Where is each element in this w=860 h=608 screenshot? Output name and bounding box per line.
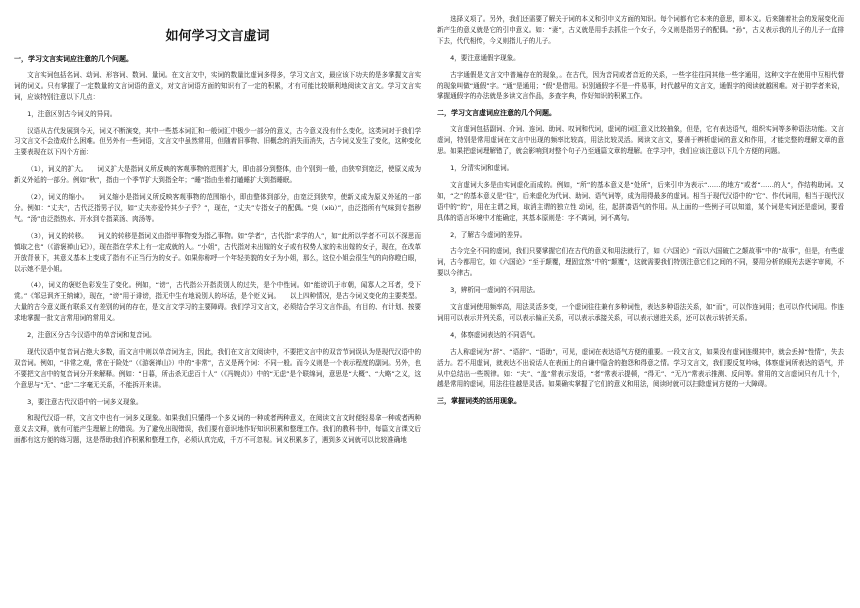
- paragraph: 古人称虚词为“辞”、“语辞”、“语助”，可见，虚词在表达语气方便的重要。一段文言文，如果没有虚词连缀其中，就会丢掉“性情”，失去活力。若不用虚词，就表达不出说话人在表面上的自谦中隐含的抱怨和得意之情。学习文言文，我们要反复吟咏，体察虚词所表达的语气，并从中总结出一些规律。如：“夫”、“盖”常表示发语，“者”常表示提顿，“得无”、“无乃”常表示推测、反问等。常用的文言虚词只有几十个，越是常用的虚词，用法往往越是灵活。如果确实掌握了它们的意义和用法，阅读时就可以扫除虚词方便的一大障碍。: [437, 347, 844, 389]
- paragraph: 古字通假是文言文中普遍存在的现象，。在古代，因为音同或者音近的关系，一些字往往同其他一些字通用，这种文字在使用中互相代替的现象叫做“通假”字。“通”是通用；“假”是借用。识别通假字不是一件易事，时代越早的文言文，通假字的阅读就越困难。对于初学者来说，掌握通假字的办法就是多读文言作品，多查字典，作好知识的积累工作。: [437, 70, 844, 101]
- list-item: 4，要注意通假字现象。: [450, 53, 520, 62]
- list-item: 1，分清实词和虚词。: [450, 163, 514, 172]
- section-heading-2: 二，学习文言虚词应注意的几个问题。: [437, 109, 556, 118]
- paragraph: 选择义项了。另外，我们还需要了解关于词的本义和引申义方面的知识。每个词都有它本来的意思，即本义。后来随着社会的发展变化而新产生的意义就是它的引申意义。如：“妻”，古义就是用手去抓住一个女子，今义则是指男子的配偶。“孙”，古义表示我的儿子的儿子一直排下去，代代相传，今义则指儿子的儿子。: [437, 15, 844, 45]
- list-item: 1，注意区别古今词义的异同。: [27, 109, 117, 118]
- paragraph: （2），词义的缩小。 词义缩小是指词义所反映客观事物的范围缩小，即由整体到部分，由宽泛到狭窄，使新义成为原义外延的一部分。例如：“丈夫”，古代泛指男子汉，如“丈夫亦爱怜其少子乎？”，现在，“丈夫”专指女子的配偶。“臭（xiù）”，由泛指所有气味到专指秽气。“汤”由泛指热水、开水到专指菜汤、肉汤等。: [14, 193, 421, 223]
- paragraph: 文言虚词大多是由实词虚化而成的。例如，“所”的基本意义是“处所”，后来引申为表示“……的地方”或者“……的人”，作结构助词。又如，“之”的基本意义是“往”，后来虚化为代词、助词、语气词等，成为用得最多的虚词。相当于现代汉语中的“它”、作代词用，相当于现代汉语中的“的”，用在主谓之间，取消主谓的独立性 动词，往，起拼凑语气的作用。从上面的一些例子可以知道，某个词是实词还是虚词，要看具体的语言环境中才能确定，其基本原则是：字不离词，词不离句。: [437, 180, 844, 222]
- paragraph: 文言虚词使用频率高，用法灵活多变，一个虚词往往兼有多种词性，表达多种语法关系，如“而”，可以作连词用；也可以作代词用。作连词用可以表示并列关系，可以表示偏正关系，可以表示承接关系，可以表示递进关系，还可以表示转折关系。: [437, 303, 844, 322]
- section-heading-1: 一，学习文言实词应注意的几个问题。: [14, 55, 133, 63]
- right-column: [437, 14, 844, 608]
- list-item: 4，体察虚词表达的不同语气。: [450, 330, 540, 339]
- list-item: 2，注意区分古今汉语中的单音词和复音词。: [27, 331, 156, 340]
- section-heading-3: 三，掌握词类的活用现象。: [437, 397, 521, 406]
- left-column: [14, 14, 421, 608]
- paragraph: （1），词义的扩大。 词义扩大是指词义所反映的客观事物的范围扩大，即由部分到整体，由个别到一般，由狭窄到宽泛，使原义成为新义外延的一部分。例如“秋”，指由一个季节扩大到指全年；“睡”指由坐着打瞌睡扩大到指睡眠。: [14, 165, 421, 185]
- paragraph: 和现代汉语一样，文言文中也有一词多义现象。如果我们只懂得一个多义词的一种或者两种意义，在阅读文言文时便轻易拿一种或者两种意义去文释，就有可能产生理解上的错误。为了避免出现错误，我们要有意识地作好知识积累和整理工作。我们的教科书中，每篇文言课文后面都有这方便的练习题，这是帮助我们作积累和整理工作，必须认真完成，千万不可忽视。词义积累多了，遇到多义词就可以比较准确地: [14, 414, 421, 445]
- paragraph: 文言实词包括名词、动词、形容词、数词、量词。在文言文中，实词的数量比虚词多得多，学习文言文，最应该下功夫的是多掌握文言实词的词义。只有掌握了一定数量的文言词语的意义，对文言词语方面的知识有了一定的积累，才有可能比较顺利地阅读文言文。学习文言实词，应该特别注意以下几点：: [14, 70, 421, 101]
- paragraph: 古今完全不同的虚词，我们只要掌握它们在古代的意义和用法就行了，如《六国论》“而以六国破亡之颠故事”中的“故事”，但是，有些虚词，古今都用它，如《六国论》“至于颠覆，理固宜然”中的“颠覆”，这就需要我们特别注意它们之间的不同，要用分析的眼光去逐字审阅，不要以今律古。: [437, 247, 844, 278]
- page-title: 如何学习文言虚词: [165, 29, 270, 44]
- paragraph: 汉语从古代发展到今天，词义不断演变，其中一些基本词汇和一般词汇中极少一部分的意义，古今意义没有什么变化，这类词对于我们学习文言文不会造成什么困难。但另外有一些词语，文言文中虽然常用，但随着旧事物、旧概念的消失而消失，古今词义发生了变化，这种变化主要表现在以下四个方面：: [14, 126, 421, 157]
- list-item: 2，了解古今虚词的差异。: [450, 230, 527, 239]
- paragraph: 现代汉语中复音词占绝大多数，而文言中则以单音词为主，因此，我们在文言文阅读中，不要把文言中的双音节词误认为是现代汉语中的双音词。例如，“非常之观，常在于险处”（《游褒禅山》）中的“非常”，古义是两个词：不同一般。而今义则是一个表示程度的副词。另外，也不要把文言中的复音词分开来解释。例如：“日暮，所击杀无虑百十人”（《冯婉贞》）中的“无虑”是个联绵词，意思是“大概”、“大略”之义，这个意思与“无”、“虑”二字毫无关系，不能拆开来讲。: [14, 347, 421, 389]
- paragraph: （3），词义的转移。 词义的转移是指词义由指甲事物变为指乙事物。如“学者”，古代指“求学的人”，如“此所以学者不可以不深思而慎取之也”（《游褒禅山记》），现在指在学术上有一定成就的人。“小姐”，古代指对未出嫁的女子或有权势人家的未出嫁的女子，现在，在改革开放背景下，其意义基本上变成了指有不正当行为的女子。如果你称呼一个年轻美貌的女子为小姐，那么，这位小姐会很生气的向你瞪白眼，以示她不是小姐。: [14, 231, 421, 273]
- paragraph: 文言虚词包括副词、介词、连词、助词、叹词和代词，虚词的词汇意义比较抽象，但是，它有表达语气，组织实词等多种语法功能。文言虚词，特别是常用虚词在文言中出现的频率比较高，用法比较灵活。阅读文言文，要善于辨析虚词的意义和作用，才能完整的理解文章的意思。如果把虚词理解错了，就会影响到对整个句子乃至通篇文章的理解。在学习中，我们应该注意以下几个方便的问题。: [437, 125, 844, 156]
- list-item: 3，辨析同一虚词的不同用法。: [450, 286, 540, 295]
- paragraph: （4），词义的褒贬色彩发生了变化。例如，“谤”，古代指公开指责别人的过失，是个中性词。如“能谤讥于市朝，闻寡人之耳者，受下赏。”《邹忌讽齐王纳谏》，现在，“谤”用于诽谤，指无中生有地说别人的坏话，是个贬义词。 以上四种情况，是古今词义变化的主要类型。大量的古今意义既有联系又有差别的词的存在，是文言文学习的主要障碍。我们学习文言文，必须结合学习文言作品，有目的、有计划、按要求地掌握一批文言常用词的常用义。: [14, 281, 421, 323]
- list-item: 3，要注意古代汉语中的一词多义现象。: [27, 397, 143, 406]
